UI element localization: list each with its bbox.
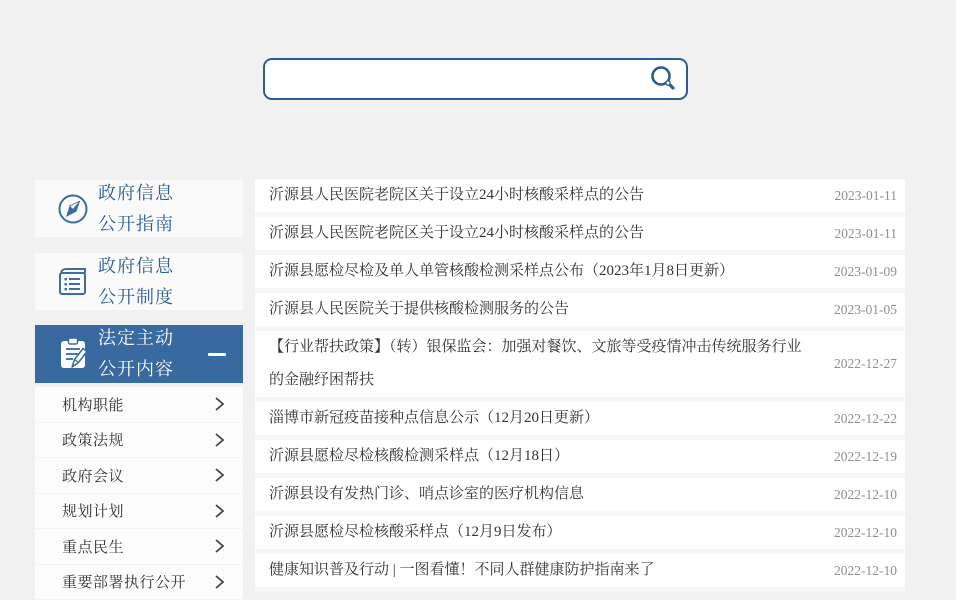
chevron-right-icon xyxy=(214,538,225,554)
chevron-right-icon xyxy=(214,574,225,590)
sidebar-submenu xyxy=(35,387,243,600)
news-item-title[interactable]: 沂源县设有发热门诊、哨点诊室的医疗机构信息 xyxy=(269,478,834,511)
chevron-right-icon xyxy=(214,503,225,519)
news-item-date: 2023-01-11 xyxy=(835,226,898,242)
search-button[interactable] xyxy=(640,60,686,98)
search-bar xyxy=(263,58,688,100)
news-item-title[interactable]: 沂源县人民医院老院区关于设立24小时核酸采样点的公告 xyxy=(269,217,835,250)
submenu-item-label: 机构职能 xyxy=(62,394,124,415)
sidebar-item-gov-info-system[interactable] xyxy=(35,253,243,310)
sidebar-item-label: 政府信息 公开制度 xyxy=(98,251,174,313)
search-input[interactable] xyxy=(265,60,640,98)
chevron-right-icon xyxy=(214,467,225,483)
news-item-date: 2022-12-19 xyxy=(834,449,897,465)
news-item-date: 2023-01-09 xyxy=(834,264,897,280)
sidebar-submenu-item[interactable] xyxy=(35,458,243,494)
news-list-item[interactable] xyxy=(255,554,905,592)
sidebar-submenu-item[interactable] xyxy=(35,423,243,459)
news-item-title[interactable]: 【行业帮扶政策】（转）银保监会：加强对餐饮、文旅等受疫情冲击传统服务行业的金融纾困帮扶 xyxy=(269,331,834,397)
news-item-title[interactable]: 沂源县愿检尽检及单人单管核酸检测采样点公布（2023年1月8日更新） xyxy=(269,255,834,288)
sidebar-item-label: 法定主动 公开内容 xyxy=(98,323,174,385)
news-item-title[interactable]: 沂源县愿检尽检核酸采样点（12月9日发布） xyxy=(269,516,834,549)
news-list-item[interactable] xyxy=(255,179,905,217)
news-item-title[interactable]: 沂源县人民医院老院区关于设立24小时核酸采样点的公告 xyxy=(269,179,835,212)
sidebar-item-label: 政府信息 公开指南 xyxy=(98,178,174,240)
news-list-item[interactable] xyxy=(255,402,905,440)
news-list-item[interactable] xyxy=(255,255,905,293)
news-item-title[interactable]: 沂源县人民医院关于提供核酸检测服务的公告 xyxy=(269,293,834,326)
news-item-date: 2022-12-10 xyxy=(834,487,897,503)
submenu-item-label: 政府会议 xyxy=(62,465,124,486)
news-item-date: 2022-12-22 xyxy=(834,411,897,427)
news-list-item[interactable] xyxy=(255,331,905,402)
chevron-right-icon xyxy=(214,396,225,412)
news-item-date: 2023-01-11 xyxy=(835,188,898,204)
submenu-item-label: 规划计划 xyxy=(62,500,124,521)
chevron-right-icon xyxy=(214,432,225,448)
sidebar-item-gov-info-guide[interactable] xyxy=(35,180,243,237)
news-item-title[interactable]: 淄博市新冠疫苗接种点信息公示（12月20日更新） xyxy=(269,402,834,435)
sidebar-submenu-item[interactable] xyxy=(35,387,243,423)
news-list-item[interactable] xyxy=(255,293,905,331)
ledger-icon xyxy=(48,264,98,300)
sidebar-submenu-item[interactable] xyxy=(35,565,243,600)
news-item-title[interactable]: 沂源县愿检尽检核酸检测采样点（12月18日） xyxy=(269,440,834,473)
news-list-item[interactable] xyxy=(255,478,905,516)
sidebar-submenu-item[interactable] xyxy=(35,529,243,565)
news-list-item[interactable] xyxy=(255,440,905,478)
submenu-item-label: 政策法规 xyxy=(62,429,124,450)
sidebar-item-statutory-disclosure[interactable] xyxy=(35,325,243,383)
search-icon xyxy=(648,64,678,94)
submenu-item-label: 重要部署执行公开 xyxy=(62,571,186,592)
news-item-title[interactable]: 健康知识普及行动 | 一图看懂！不同人群健康防护指南来了 xyxy=(269,554,834,587)
news-item-date: 2022-12-10 xyxy=(834,563,897,579)
news-item-date: 2023-01-05 xyxy=(834,302,897,318)
news-list-item[interactable] xyxy=(255,516,905,554)
news-list-item[interactable] xyxy=(255,217,905,255)
news-item-date: 2022-12-27 xyxy=(834,356,897,372)
collapse-minus-icon[interactable] xyxy=(208,353,226,356)
news-item-date: 2022-12-10 xyxy=(834,525,897,541)
compass-icon xyxy=(48,191,98,227)
sidebar-submenu-item[interactable] xyxy=(35,494,243,530)
submenu-item-label: 重点民生 xyxy=(62,536,124,557)
news-list xyxy=(255,179,905,592)
clipboard-pencil-icon xyxy=(48,336,98,372)
